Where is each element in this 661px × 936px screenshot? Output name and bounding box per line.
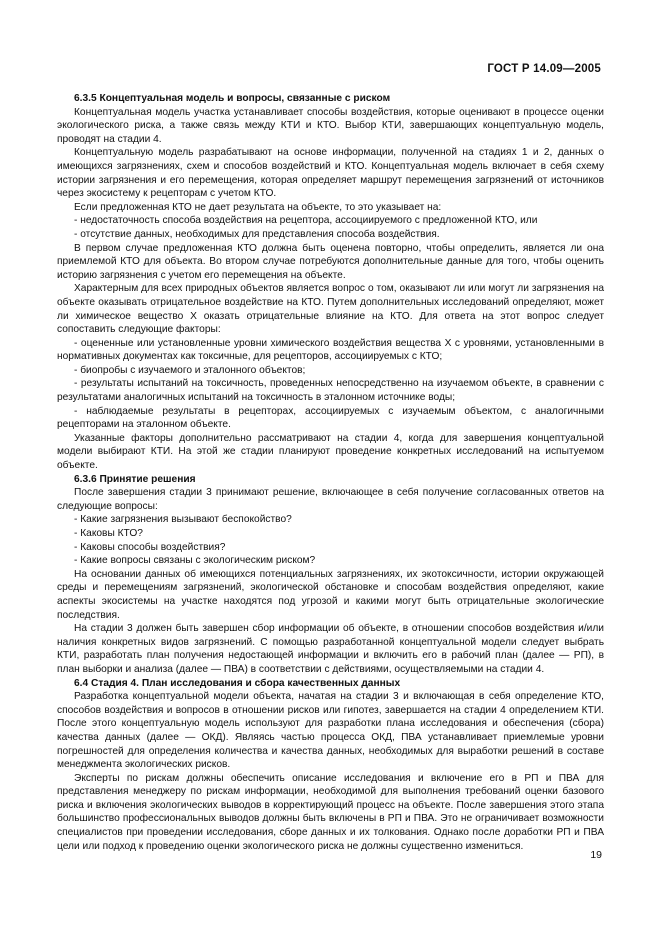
paragraph: На стадии 3 должен быть завершен сбор информации об объекте, в отношении способов воздействия и/или наличия конкретных видов загрязнений. С помощью разработанной концептуальной модели следует выбрать КТИ, разработать план получения недостающей информации и включить его в рабочий план (далее — РП), в план выборки и анализа (далее — ПВА) в соответствии с действиями, осуществляемыми на стадии 4. <box>57 623 604 675</box>
list-item: - Каковы КТО? <box>74 528 143 539</box>
list-item: - оцененные или установленные уровни химического воздействия вещества Х с уровнями, установленными в нормативных документах как токсичные, для рецепторов, ассоциируемых с КТО; <box>57 337 604 363</box>
section-heading-6-3-5: 6.3.5 Концептуальная модель и вопросы, связанные с риском <box>74 93 391 104</box>
document-header: ГОСТ Р 14.09—2005 <box>487 63 601 75</box>
list-item: - результаты испытаний на токсичность, проведенных непосредственно на изучаемом объекте, в сравнении с результатами аналогичных испытаний на токсичность в эталонном источнике воды; <box>57 378 604 404</box>
list-item: - Какие вопросы связаны с экологическим риском? <box>74 555 316 567</box>
paragraph: Характерным для всех природных объектов является вопрос о том, оказывают ли или могут ли загрязнения на объекте оказывать отрицательное воздействие на КТО. Путем дополнительных исследований определяют, может ли химическое вещество Х оказать отрицательные влияние на КТО. Для ответа на этот вопрос следует сопоставить следующие факторы: <box>57 283 604 336</box>
paragraph: На основании данных об имеющихся потенциальных загрязнениях, их экотоксичности, истории окружающей среды и перемещениям загрязнений, экологической обстановке и способам воздействия определяют, какие аспекты экосистемы на участке находятся под угрозой и какими могут быть отрицательные экологические последствия. <box>57 568 604 621</box>
page-number: 19 <box>590 849 602 861</box>
list-item: - наблюдаемые результаты в рецепторах, ассоциируемых с изучаемым объектом, с аналогичными рецепторами на эталонном объекте. <box>57 405 604 431</box>
paragraph: Концептуальная модель участка устанавливает способы воздействия, которые оценивают в процессе оценки экологического риска, а также связь между КТИ и КТО. Выбор КТИ, завершающих концептуальную модель, проводят на стадии 4. <box>57 106 604 145</box>
paragraph: Указанные факторы дополнительно рассматривают на стадии 4, когда для завершения концептуальной модели выбирают КТИ. На этой же стадии планируют проведение конкретных исследований на испытуемом объекте. <box>57 432 604 472</box>
list-item: - Какие загрязнения вызывают беспокойство? <box>74 514 292 526</box>
paragraph: В первом случае предложенная КТО должна быть оценена повторно, чтобы определить, является ли она приемлемой КТО для объекта. Во втором случае потребуются дополнительные данные для того, чтобы оценить историю загрязнения с учетом его перемещения на объекте. <box>57 242 604 281</box>
paragraph: После завершения стадии 3 принимают решение, включающее в себя получение согласованных ответов на следующие вопросы: <box>57 487 604 512</box>
paragraph: Концептуальную модель разрабатывают на основе информации, полученной на стадиях 1 и 2, данных о имеющихся загрязнениях, схем и способов воздействий и КТО. Концептуальная модель включает в себя схему истории загрязнения и его перемещения, которая определяет маршрут перемещения загрязнений от источников через экосистему к рецепторам с учетом КТО. <box>57 147 604 200</box>
paragraph: Разработка концептуальной модели объекта, начатая на стадии 3 и включающая в себя определение КТО, способов воздействия и вопросов в отношении рисков или гипотез, завершается на стадии 4 определением КТИ. После этого концептуальную модель используют для разработки плана исследования и обеспечения (сбора) качества данных (далее — ОКД). Являясь частью процесса ОКД, ПВА устанавливает приемлемые уровни погрешностей для определения количества и качества данных, необходимых для выработки решений в составе менеджмента экологических рисков. <box>57 691 604 771</box>
list-item: - отсутствие данных, необходимых для представления способа воздействия. <box>74 228 440 240</box>
list-item: - биопробы с изучаемого и эталонного объектов; <box>74 364 306 376</box>
section-heading-6-4: 6.4 Стадия 4. План исследования и сбора качественных данных <box>74 677 401 689</box>
list-item: - недостаточность способа воздействия на рецептора, ассоциируемого с предложенной КТО, или <box>74 215 538 227</box>
list-item: - Каковы способы воздействия? <box>74 541 226 553</box>
paragraph: Если предложенная КТО не дает результата на объекте, то это указывает на: <box>74 201 442 213</box>
page-body <box>57 92 604 853</box>
section-heading-6-3-6: 6.3.6 Принятие решения <box>74 473 196 485</box>
paragraph: Эксперты по рискам должны обеспечить описание исследования и включение его в РП и ПВА для представления менеджеру по рискам информации, необходимой для выполнения требований оценки базового риска и включения экологических выводов в корректирующий процесс на объекте. После завершения этого этапа большинство профессиональных выводов должны быть включены в РП и ПВА. Это не ограничивает возможности специалистов при проведении исследования, сборе данных и их толкования. Однако после доработки РП и ПВА цели или подход к проведению оценки экологического риска не должны существенно измениться. <box>57 772 604 852</box>
